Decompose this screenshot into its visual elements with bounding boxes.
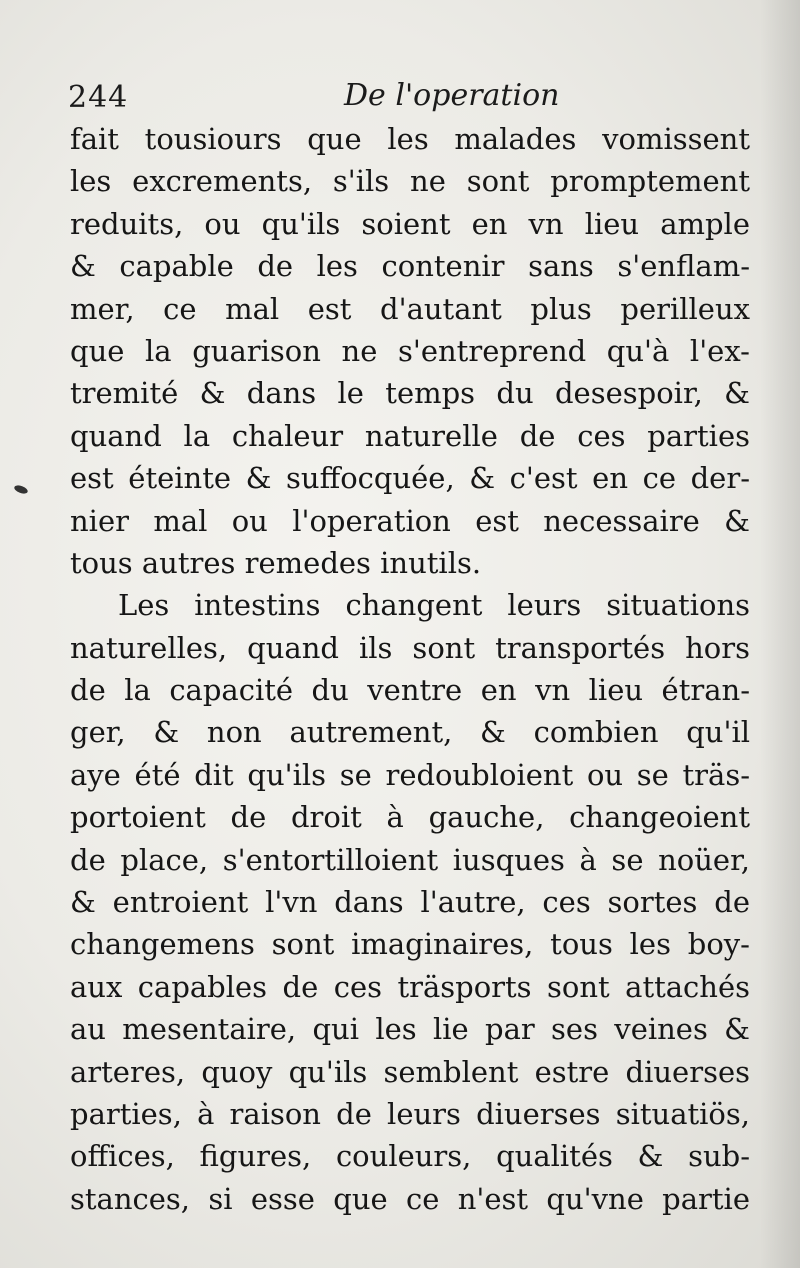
text-line: nier mal ou l'operation est necessaire &	[70, 503, 750, 538]
text-line: de la capacité du ventre en vn lieu étran-	[70, 673, 750, 708]
text-line: que la guarison ne s'entreprend qu'à l'ex-	[70, 333, 750, 368]
text-line: portoient de droit à gauche, changeoient	[70, 800, 750, 835]
page-header	[68, 74, 768, 118]
running-head: De l'operation	[344, 78, 560, 113]
text-line: aye été dit qu'ils se redoubloient ou se träs-	[70, 757, 750, 792]
text-line: aux capables de ces träsports sont attachés	[70, 969, 750, 1004]
text-line: changemens sont imaginaires, tous les boy-	[70, 927, 750, 962]
text-line: quand la chaleur naturelle de ces parties	[70, 418, 750, 453]
text-line: Les intestins changent leurs situations	[118, 588, 750, 623]
text-line: parties, à raison de leurs diuerses situatiös,	[70, 1096, 750, 1131]
text-line: ger, & non autrement, & combien qu'il	[70, 715, 750, 750]
text-line: stances, si esse que ce n'est qu'vne partie	[70, 1181, 750, 1216]
text-line: est éteinte & suffocquée, & c'est en ce der-	[70, 461, 750, 496]
text-line: & capable de les contenir sans s'enflam-	[70, 249, 750, 284]
page-edge-shadow	[760, 0, 800, 1268]
text-line: offices, figures, couleurs, qualités & sub-	[70, 1139, 750, 1174]
text-line: arteres, quoy qu'ils semblent estre diuerses	[70, 1054, 750, 1089]
page-number: 244	[68, 80, 129, 115]
body-text	[70, 118, 750, 1220]
text-line: naturelles, quand ils sont transportés hors	[70, 630, 750, 665]
text-line: les excrements, s'ils ne sont promptement	[70, 164, 750, 199]
text-line: de place, s'entortilloient iusques à se noüer,	[70, 842, 750, 877]
text-line: reduits, ou qu'ils soient en vn lieu ample	[70, 206, 750, 241]
text-line: au mesentaire, qui les lie par ses veines &	[70, 1012, 750, 1047]
text-line: tremité & dans le temps du desespoir, &	[70, 376, 750, 411]
text-line: fait tousiours que les malades vomissent	[70, 122, 750, 156]
text-line: tous autres remedes inutils.	[70, 545, 482, 580]
ink-speck	[13, 484, 29, 495]
text-line: mer, ce mal est d'autant plus perilleux	[70, 291, 750, 326]
text-line: & entroient l'vn dans l'autre, ces sortes de	[70, 885, 750, 920]
